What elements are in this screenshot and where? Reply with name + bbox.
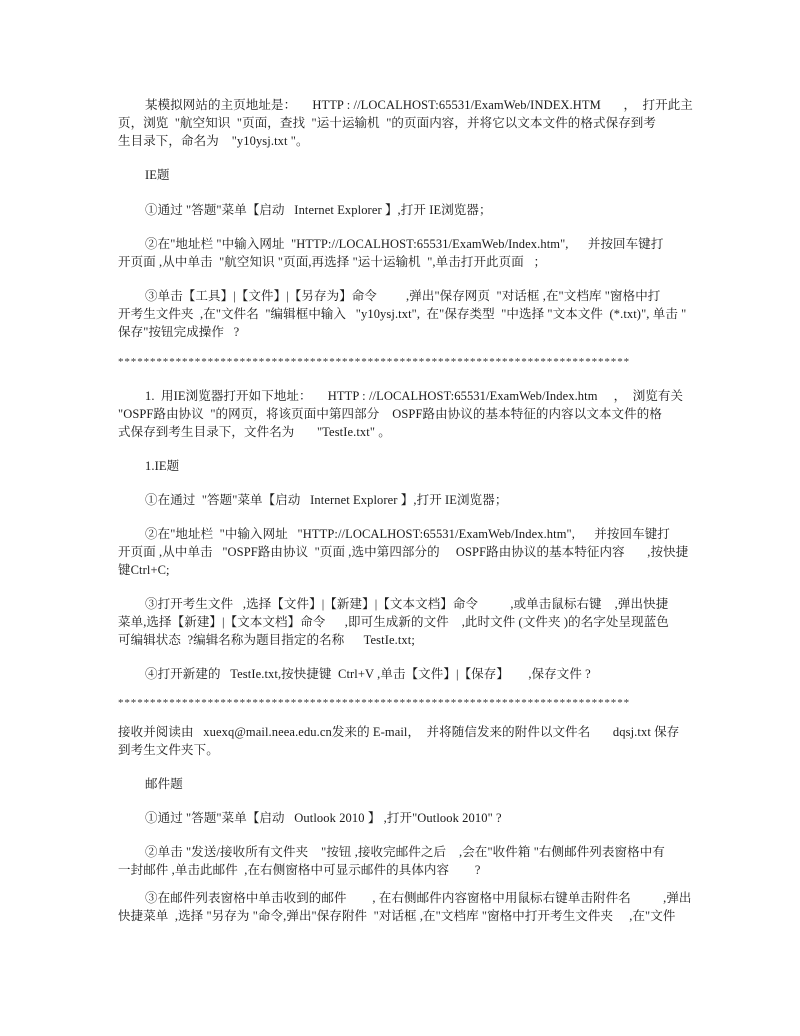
s1-intro-line-3: 生目录下，命名为 "y10ysj.txt "。 <box>118 134 309 148</box>
s2-step1: ①在通过 "答题"菜单【启动 Internet Explorer 】,打开 IE浏览器； <box>145 493 508 507</box>
s3-step3-line-1: ③在邮件列表窗格中单击收到的邮件 , 在右侧邮件内容窗格中用鼠标右键单击附件名 ,弹出 <box>145 891 692 905</box>
s1-step2-line-1: ②在"地址栏 "中输入网址 "HTTP://LOCALHOST:65531/ExamWeb/Index.htm", 并按回车键打 <box>145 237 664 251</box>
s2-step2-line-3: 键Ctrl+C; <box>118 563 170 577</box>
s2-intro-line-2: "OSPF路由协议 "的网页，将该页面中第四部分 OSPF路由协议的基本特征的内容以文本文件的格 <box>118 407 662 421</box>
s1-intro-line-1: 某模拟网站的主页地址是： HTTP : //LOCALHOST:65531/ExamWeb/INDEX.HTM ， 打开此主 <box>145 98 693 112</box>
s2-step3-line-2: 菜单,选择【新建】|【文本文档】命令 ,即可生成新的文件 ,此时文件 (文件夹 )的名字处呈现蓝色 <box>118 615 669 629</box>
s3-step3-line-2: 快捷菜单 ,选择 "另存为 "命令,弹出"保存附件 "对话框 ,在"文档库 "窗格中打开考生文件夹 ,在"文件 <box>118 909 676 923</box>
s1-step3-line-2: 开考生文件夹 ,在"文件名 "编辑框中输入 "y10ysj.txt", 在"保存类型 "中选择 "文本文件 (*.txt)", 单击 " <box>118 307 687 321</box>
separator-1: ******************************************************************************** <box>118 356 630 368</box>
s2-intro-line-3: 式保存到考生目录下，文件名为 "TestIe.txt" 。 <box>118 425 391 439</box>
s3-step1: ①通过 "答题"菜单【启动 Outlook 2010 】 ,打开"Outlook 2010" ? <box>145 811 502 825</box>
s3-heading: 邮件题 <box>145 777 183 791</box>
s1-step3-line-3: 保存"按钮完成操作 ? <box>118 325 240 339</box>
s1-step2-line-2: 开页面 ,从中单击 "航空知识 "页面,再选择 "运十运输机 ",单击打开此页面 ； <box>118 255 547 269</box>
s2-step3-line-3: 可编辑状态 ?编辑名称为题目指定的名称 TestIe.txt; <box>118 633 415 647</box>
s1-heading: IE题 <box>145 168 170 182</box>
s2-step2-line-2: 开页面 ,从中单击 "OSPF路由协议 "页面 ,选中第四部分的 OSPF路由协议的基本特征内容 ,按快捷 <box>118 545 689 559</box>
s2-heading: 1.IE题 <box>145 459 180 473</box>
s3-step2-line-1: ②单击 "发送/接收所有文件夹 "按钮 ,接收完邮件之后 ,会在"收件箱 "右侧邮件列表窗格中有 <box>145 845 665 859</box>
s3-step2-line-2: 一封邮件 ,单击此邮件 ,在右侧窗格中可显示邮件的具体内容 ? <box>118 863 481 877</box>
s2-intro-line-1: 1. 用IE浏览器打开如下地址： HTTP : //LOCALHOST:65531/ExamWeb/Index.htm ， 浏览有关 <box>145 389 684 403</box>
s2-step2-line-1: ②在"地址栏 "中输入网址 "HTTP://LOCALHOST:65531/ExamWeb/Index.htm", 并按回车键打 <box>145 527 670 541</box>
s2-step4: ④打开新建的 TestIe.txt,按快捷键 Ctrl+V ,单击【文件】|【保存】 ,保存文件 ? <box>145 667 591 681</box>
s3-intro-line-1: 接收并阅读由 xuexq@mail.neea.edu.cn发来的 E-mail， 并将随信发来的附件以文件名 dqsj.txt 保存 <box>118 725 680 739</box>
s1-step3-line-1: ③单击【工具】|【文件】|【另存为】命令 ,弹出"保存网页 "对话框 ,在"文档库 "窗格中打 <box>145 289 661 303</box>
separator-2: ******************************************************************************** <box>118 697 630 709</box>
s2-step3-line-1: ③打开考生文件 ,选择【文件】|【新建】|【文本文档】命令 ,或单击鼠标右键 ,弹出快捷 <box>145 597 669 611</box>
s1-step1: ①通过 "答题"菜单【启动 Internet Explorer 】,打开 IE浏览器； <box>145 203 492 217</box>
s1-intro-line-2: 页，浏览 "航空知识 "页面，查找 "运十运输机 "的页面内容，并将它以文本文件的格式保存到考 <box>118 116 657 130</box>
s3-intro-line-2: 到考生文件夹下。 <box>118 743 219 757</box>
